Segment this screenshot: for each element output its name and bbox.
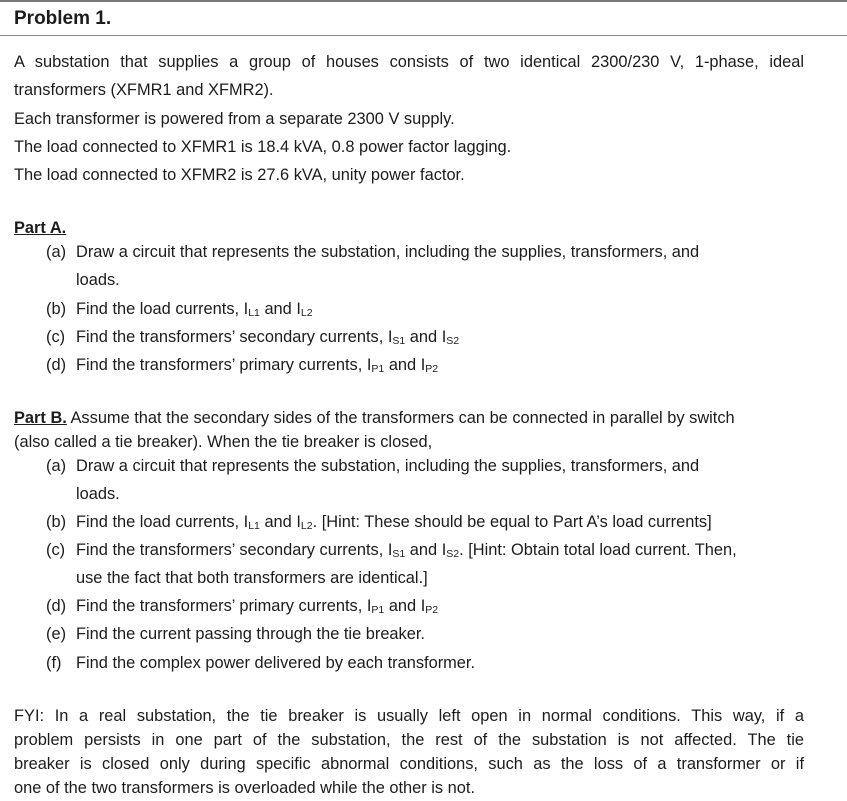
part-b-item-a bbox=[46, 454, 699, 478]
item-label: (d) bbox=[46, 597, 67, 615]
item-text: Find the current passing through the tie breaker. bbox=[76, 625, 425, 643]
item-text: Find the complex power delivered by each transformer. bbox=[76, 654, 476, 672]
item-text: and I bbox=[405, 328, 447, 346]
item-text: and I bbox=[405, 541, 447, 559]
part-a-item-d bbox=[46, 353, 438, 377]
item-text: and I bbox=[384, 356, 426, 374]
item-text: Find the transformers’ primary currents, I bbox=[76, 356, 372, 374]
part-b-item-c-cont: use the fact that both transformers are identical.] bbox=[76, 569, 428, 587]
subscript: S1 bbox=[392, 548, 406, 560]
item-text: Find the load currents, I bbox=[76, 300, 249, 318]
item-text: Find the transformers’ primary currents, I bbox=[76, 597, 372, 615]
fyi-line: FYI: In a real substation, the tie breaker is usually left open in normal conditions. This way, if a bbox=[14, 707, 804, 725]
subscript: P2 bbox=[425, 604, 439, 616]
intro-line: A substation that supplies a group of houses consists of two identical 2300/230 V, 1-phase, ideal bbox=[14, 53, 804, 71]
item-text: Find the transformers’ secondary currents, I bbox=[76, 328, 393, 346]
subscript: L1 bbox=[248, 520, 260, 532]
fyi-line: one of the two transformers is overloaded while the other is not. bbox=[14, 779, 476, 797]
problem-title: Problem 1. bbox=[14, 8, 112, 29]
item-label: (f) bbox=[46, 654, 62, 672]
item-label: (e) bbox=[46, 625, 67, 643]
part-b-intro-text: Assume that the secondary sides of the transformers can be connected in parallel by switch bbox=[66, 409, 735, 427]
part-b-item-d bbox=[46, 594, 438, 618]
subscript: P2 bbox=[425, 363, 439, 375]
part-b-item-b bbox=[46, 510, 712, 534]
part-b-intro-cont: (also called a tie breaker). When the tie breaker is closed, bbox=[14, 433, 433, 451]
fyi-line: problem persists in one part of the substation, the rest of the substation is not affected. The tie bbox=[14, 731, 804, 749]
subscript: P1 bbox=[371, 604, 385, 616]
part-b-intro bbox=[14, 406, 735, 430]
part-a-item-b bbox=[46, 297, 313, 321]
item-text: Find the load currents, I bbox=[76, 513, 249, 531]
item-text: and I bbox=[384, 597, 426, 615]
subscript: L2 bbox=[300, 520, 313, 532]
item-text: . [Hint: These should be equal to Part A’s load currents] bbox=[312, 513, 712, 531]
part-b-item-a-cont: loads. bbox=[76, 485, 120, 503]
intro-line: The load connected to XFMR2 is 27.6 kVA, unity power factor. bbox=[14, 166, 465, 184]
item-label: (b) bbox=[46, 513, 67, 531]
part-a-heading: Part A. bbox=[14, 219, 67, 237]
subscript: S1 bbox=[392, 335, 406, 347]
title-divider bbox=[0, 35, 847, 36]
top-border bbox=[0, 0, 847, 2]
item-label: (c) bbox=[46, 328, 66, 346]
part-b-item-e bbox=[46, 622, 425, 646]
subscript: L1 bbox=[248, 307, 260, 319]
intro-line: transformers (XFMR1 and XFMR2). bbox=[14, 81, 274, 99]
part-a-item-a bbox=[46, 240, 804, 264]
item-text: Draw a circuit that represents the substation, including the supplies, transformers, and bbox=[76, 457, 700, 475]
item-text: Draw a circuit that represents the substation, including the supplies, transformers, and bbox=[76, 243, 700, 261]
part-b-item-f bbox=[46, 651, 475, 675]
subscript: S2 bbox=[446, 548, 460, 560]
subscript: S2 bbox=[446, 335, 460, 347]
item-label: (c) bbox=[46, 541, 66, 559]
intro-line: The load connected to XFMR1 is 18.4 kVA, 0.8 power factor lagging. bbox=[14, 138, 512, 156]
item-text: and I bbox=[259, 300, 301, 318]
subscript: L2 bbox=[300, 307, 313, 319]
part-b-item-c bbox=[46, 538, 737, 562]
item-label: (b) bbox=[46, 300, 67, 318]
part-a-item-c bbox=[46, 325, 459, 349]
item-label: (a) bbox=[46, 457, 67, 475]
subscript: P1 bbox=[371, 363, 385, 375]
part-a-item-a-cont: loads. bbox=[76, 271, 120, 289]
item-text: and I bbox=[259, 513, 301, 531]
item-label: (a) bbox=[46, 243, 67, 261]
item-text: Find the transformers’ secondary currents, I bbox=[76, 541, 393, 559]
fyi-line: breaker is closed only during specific abnormal conditions, such as the loss of a transformer or if bbox=[14, 755, 804, 773]
part-b-heading: Part B. bbox=[14, 409, 67, 427]
intro-line: Each transformer is powered from a separate 2300 V supply. bbox=[14, 110, 455, 128]
item-text: . [Hint: Obtain total load current. Then, bbox=[459, 541, 737, 559]
item-label: (d) bbox=[46, 356, 67, 374]
